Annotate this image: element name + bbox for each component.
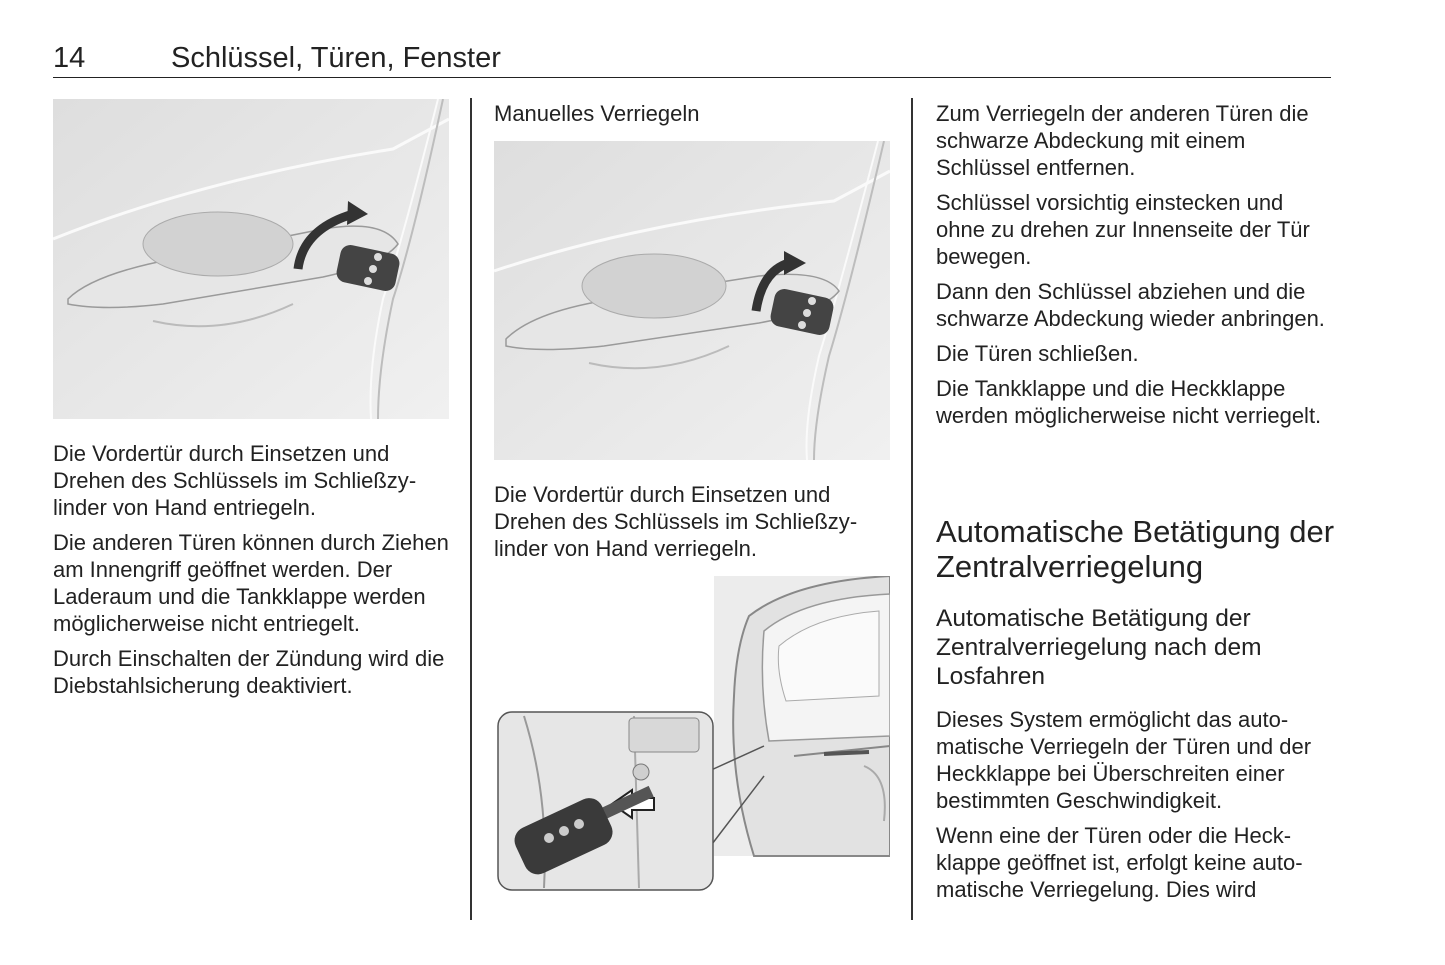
column-3-section xyxy=(936,514,1336,584)
manual-lock-heading: Manuelles Verriegeln xyxy=(494,101,700,126)
paragraph: Dieses System ermöglicht das automatische Verriegeln der Türen und der Heckklappe bei Überschreiten einer bestimmten Geschwindigkeit. xyxy=(936,707,1312,813)
column-1-text xyxy=(53,440,453,707)
page-header xyxy=(53,40,1331,78)
rear-door-lock-illustration xyxy=(494,576,890,896)
column-3-text xyxy=(936,100,1336,437)
door-handle-unlock-illustration xyxy=(53,99,449,419)
paragraph: Zum Verriegeln der anderen Türen die schwarze Abdeckung mit einem Schlüssel entfernen. xyxy=(936,101,1309,180)
paragraph: Die Vordertür durch Einsetzen und Drehen des Schlüssels im Schließzylinder von Hand verriegeln. xyxy=(494,482,858,561)
paragraph: Dann den Schlüssel abziehen und die schwarze Abdeckung wieder anbringen. xyxy=(936,279,1325,331)
column-divider-1 xyxy=(470,98,472,920)
paragraph: Die Tankklappe und die Heckklappe werden möglicherweise nicht verriegelt. xyxy=(936,376,1322,428)
paragraph: Die Türen schließen. xyxy=(936,341,1139,366)
section-heading: Automatische Betätigung der Zentralverriegelung xyxy=(936,514,1335,584)
page-number: 14 xyxy=(53,42,86,74)
paragraph: Die Vordertür durch Einsetzen und Drehen des Schlüssels im Schließzylinder von Hand entriegeln. xyxy=(53,441,417,520)
column-divider-2 xyxy=(911,98,913,920)
section-title: Schlüssel, Türen, Fenster xyxy=(171,42,501,74)
subsection-heading: Automatische Betätigung der Zentralverriegelung nach dem Losfahren xyxy=(936,605,1262,690)
paragraph: Die anderen Türen können durch Ziehen am Innengriff geöffnet werden. Der Laderaum und die Tankklappe werden möglicherweise nicht entriegelt. xyxy=(53,530,449,636)
door-handle-lock-illustration xyxy=(494,141,890,460)
paragraph: Wenn eine der Türen oder die Heckklappe geöffnet ist, erfolgt keine automatische Verriegelung. Dies wird xyxy=(936,823,1303,902)
column-3-subsection xyxy=(936,604,1336,691)
column-2-text xyxy=(494,481,890,570)
column-2-heading-block xyxy=(494,100,890,127)
column-3-body xyxy=(936,706,1336,911)
paragraph: Durch Einschalten der Zündung wird die Diebstahlsicherung deaktiviert. xyxy=(53,646,445,698)
paragraph: Schlüssel vorsichtig einstecken und ohne zu drehen zur Innenseite der Tür bewegen. xyxy=(936,190,1310,269)
